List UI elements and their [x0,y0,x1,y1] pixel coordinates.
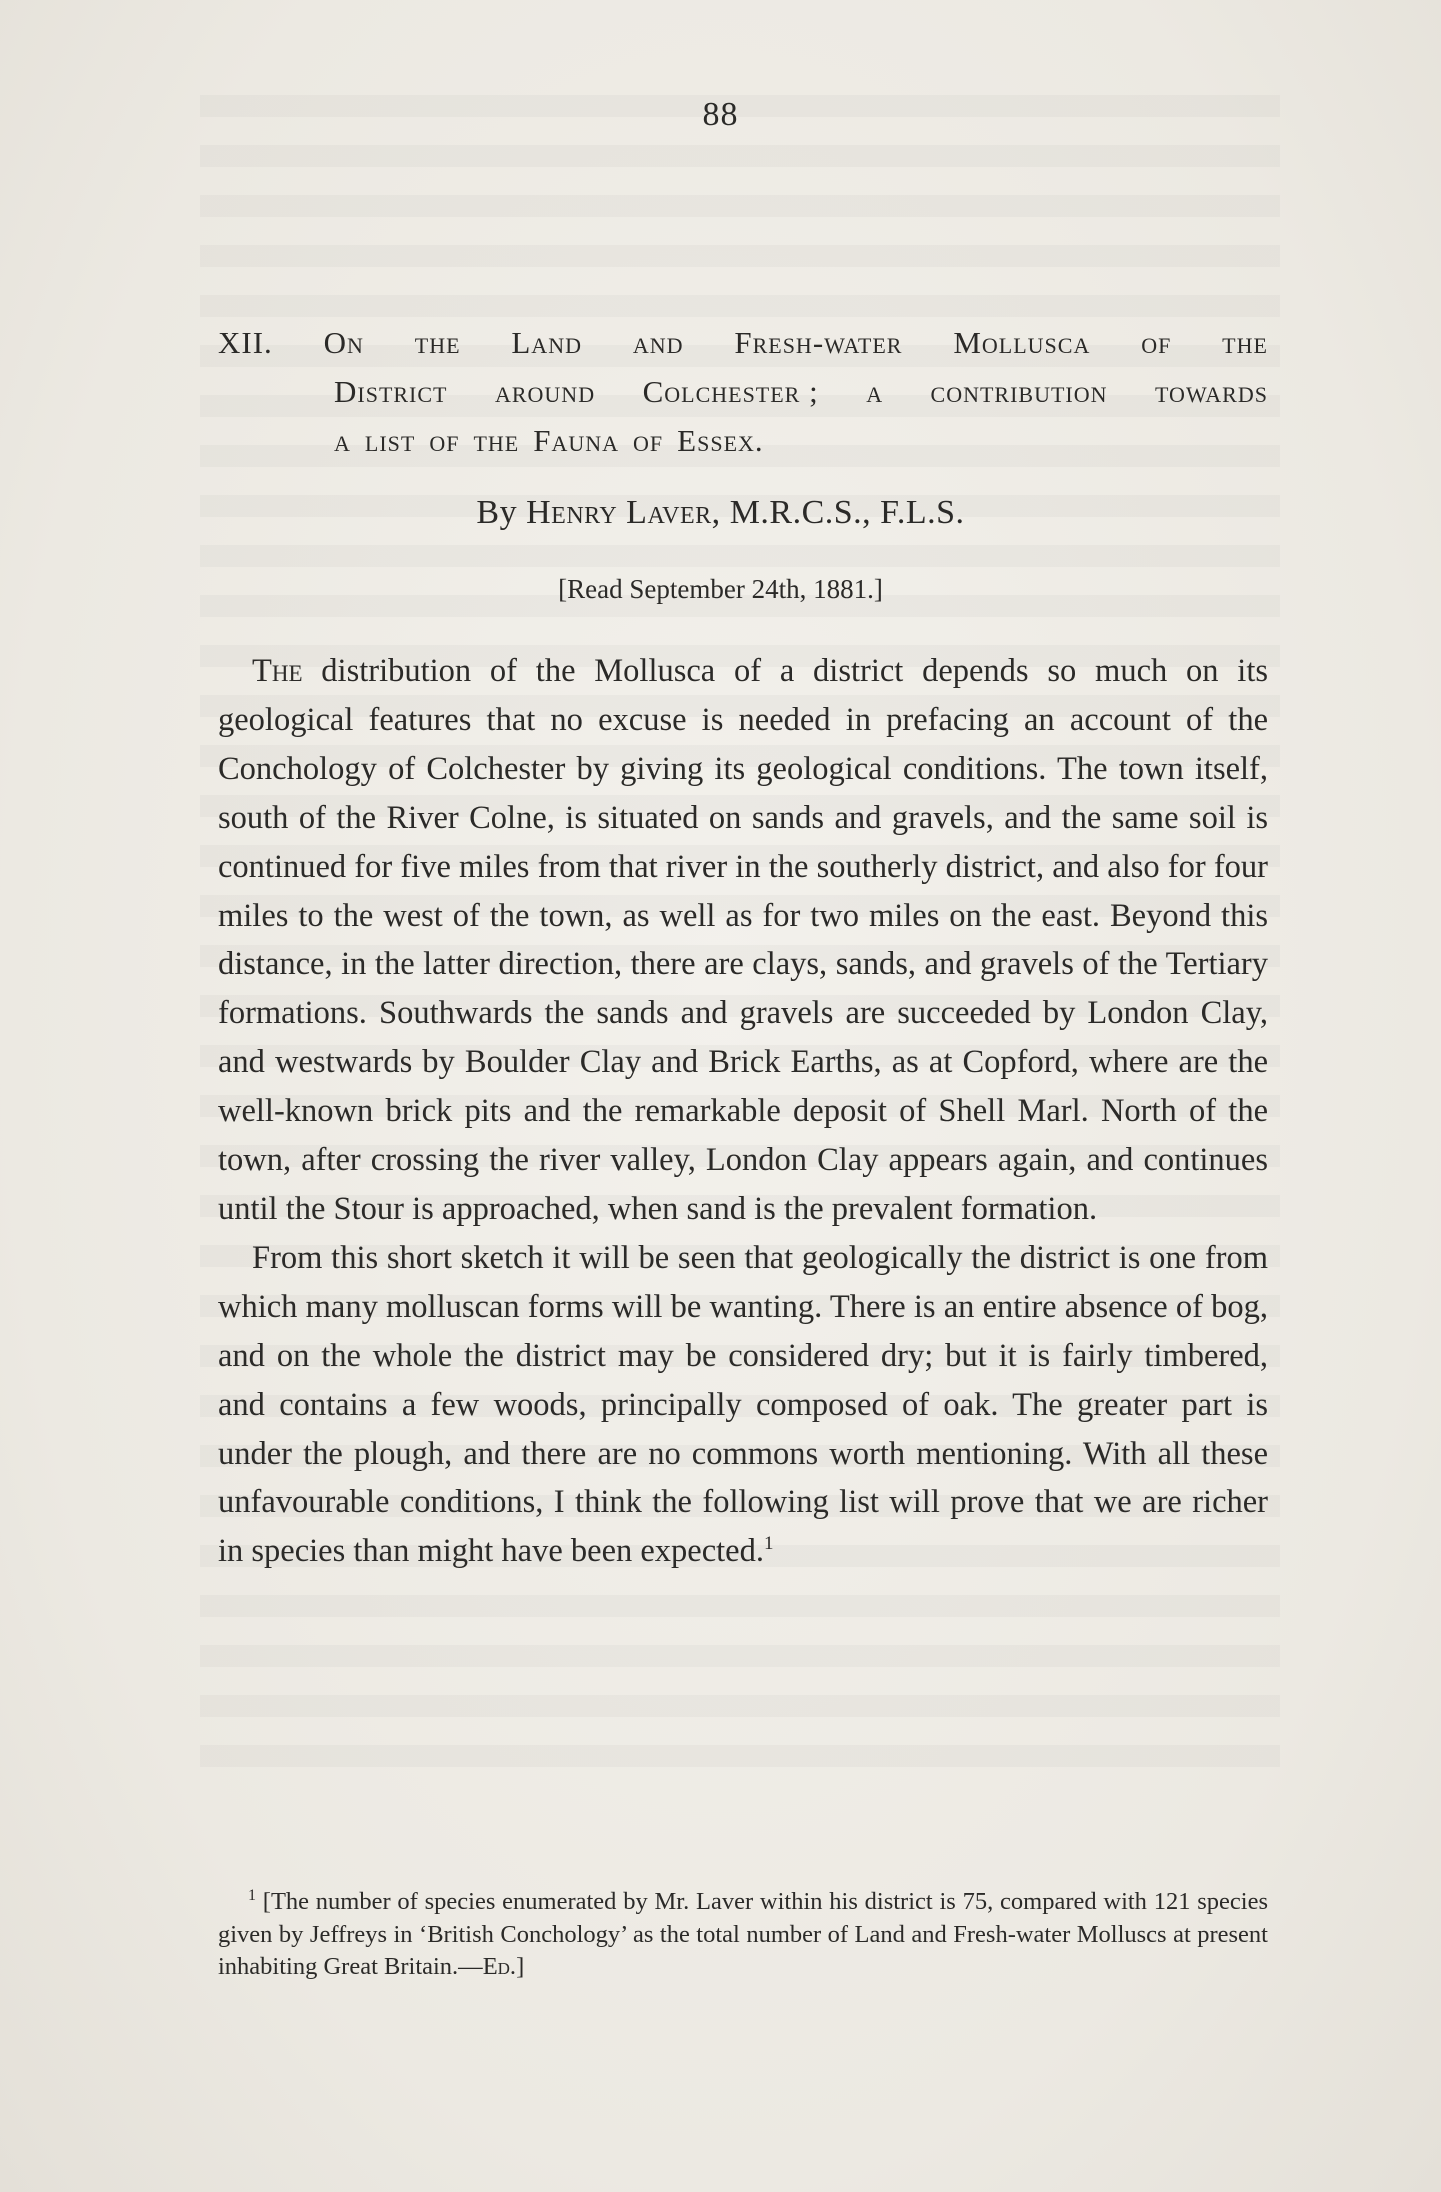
title-word: towards [1155,374,1268,409]
title-line-2 [334,367,1268,416]
title-word: District [334,374,448,409]
footnote-text: [The number of species enumerated by Mr. Laver within his district is 75, compared with 121 species given by Jeffreys in ‘British Conchology’ as the total number of Land and Fresh-water Molluscs at present inhabiting Great Britain.— [218,1888,1268,1980]
author-name: Henry Laver, [526,494,721,531]
title-word: of [1141,325,1172,360]
paragraph-1 [218,647,1268,1234]
title-word: of [633,423,664,458]
byline-by: By [476,494,518,531]
lead-word: The [252,653,303,689]
footnote-reference: 1 [763,1533,774,1555]
paragraph-text: distribution of the Mollusca of a district depends so much on its geological features that no excuse is needed in prefacing an account of the Conchology of Colchester by giving its geological conditions. The town itself, south of the River Colne, is situated on sands and gravels, and the same soil is continued for five miles from that river in the southerly district, and also for four miles to the west of the town, as well as for two miles on the east. Beyond this distance, in the latter direction, there are clays, sands, and gravels of the Tertiary formations. Southwards the sands and gravels are succeeded by London Clay, and westwards by Boulder Clay and Brick Earths, as at Copford, where are the well-known brick pits and the remarkable deposit of Shell Marl. North of the town, after crossing the river valley, London Clay appears again, and continues until the Stour is approached, when sand is the prevalent formation. [218,653,1268,1227]
title-word: contribution [930,374,1108,409]
author-byline [0,494,1441,532]
author-credentials: M.R.C.S., F.L.S. [729,494,965,531]
title-word: Mollusca [953,325,1091,360]
title-word: and [632,325,684,360]
footnote-marker: 1 [248,1886,256,1904]
title-word: Colchester ; [642,374,819,409]
title-word: the [473,423,520,458]
title-word: the [1222,325,1268,360]
article-title [218,318,1268,465]
title-word: Essex. [677,423,764,458]
title-word: Fresh-water [734,325,903,360]
article-body [218,647,1268,1576]
footnote [218,1886,1268,1984]
title-line-1 [218,318,1268,367]
title-word: the [414,325,461,360]
title-line-3 [334,416,1268,465]
page-number: 88 [702,96,739,133]
read-date: [Read September 24th, 1881.] [558,574,883,604]
paragraph-text: From this short sketch it will be seen that geologically the district is one from which many molluscan forms will be wanting. There is an entire absence of bog, and on the whole the district may be considered dry; but it is fairly timbered, and contains a few woods, principally composed of oak. The greater part is under the plough, and there are no commons worth mentioning. With all these unfavourable conditions, I think the following list will prove that we are richer in species than might have been expected. [218,1239,1268,1570]
paragraph-2 [218,1234,1268,1576]
title-word: a [866,374,884,409]
title-word: around [494,374,596,409]
footnote-editor: Ed. [482,1953,517,1980]
title-word: Fauna [533,423,620,458]
title-number: XII. [218,325,273,360]
title-word: Land [511,325,582,360]
title-word: of [429,423,460,458]
title-word: list [364,423,416,458]
title-word: a [334,423,351,458]
footnote-close: ] [516,1953,525,1980]
title-word: On [323,325,364,360]
